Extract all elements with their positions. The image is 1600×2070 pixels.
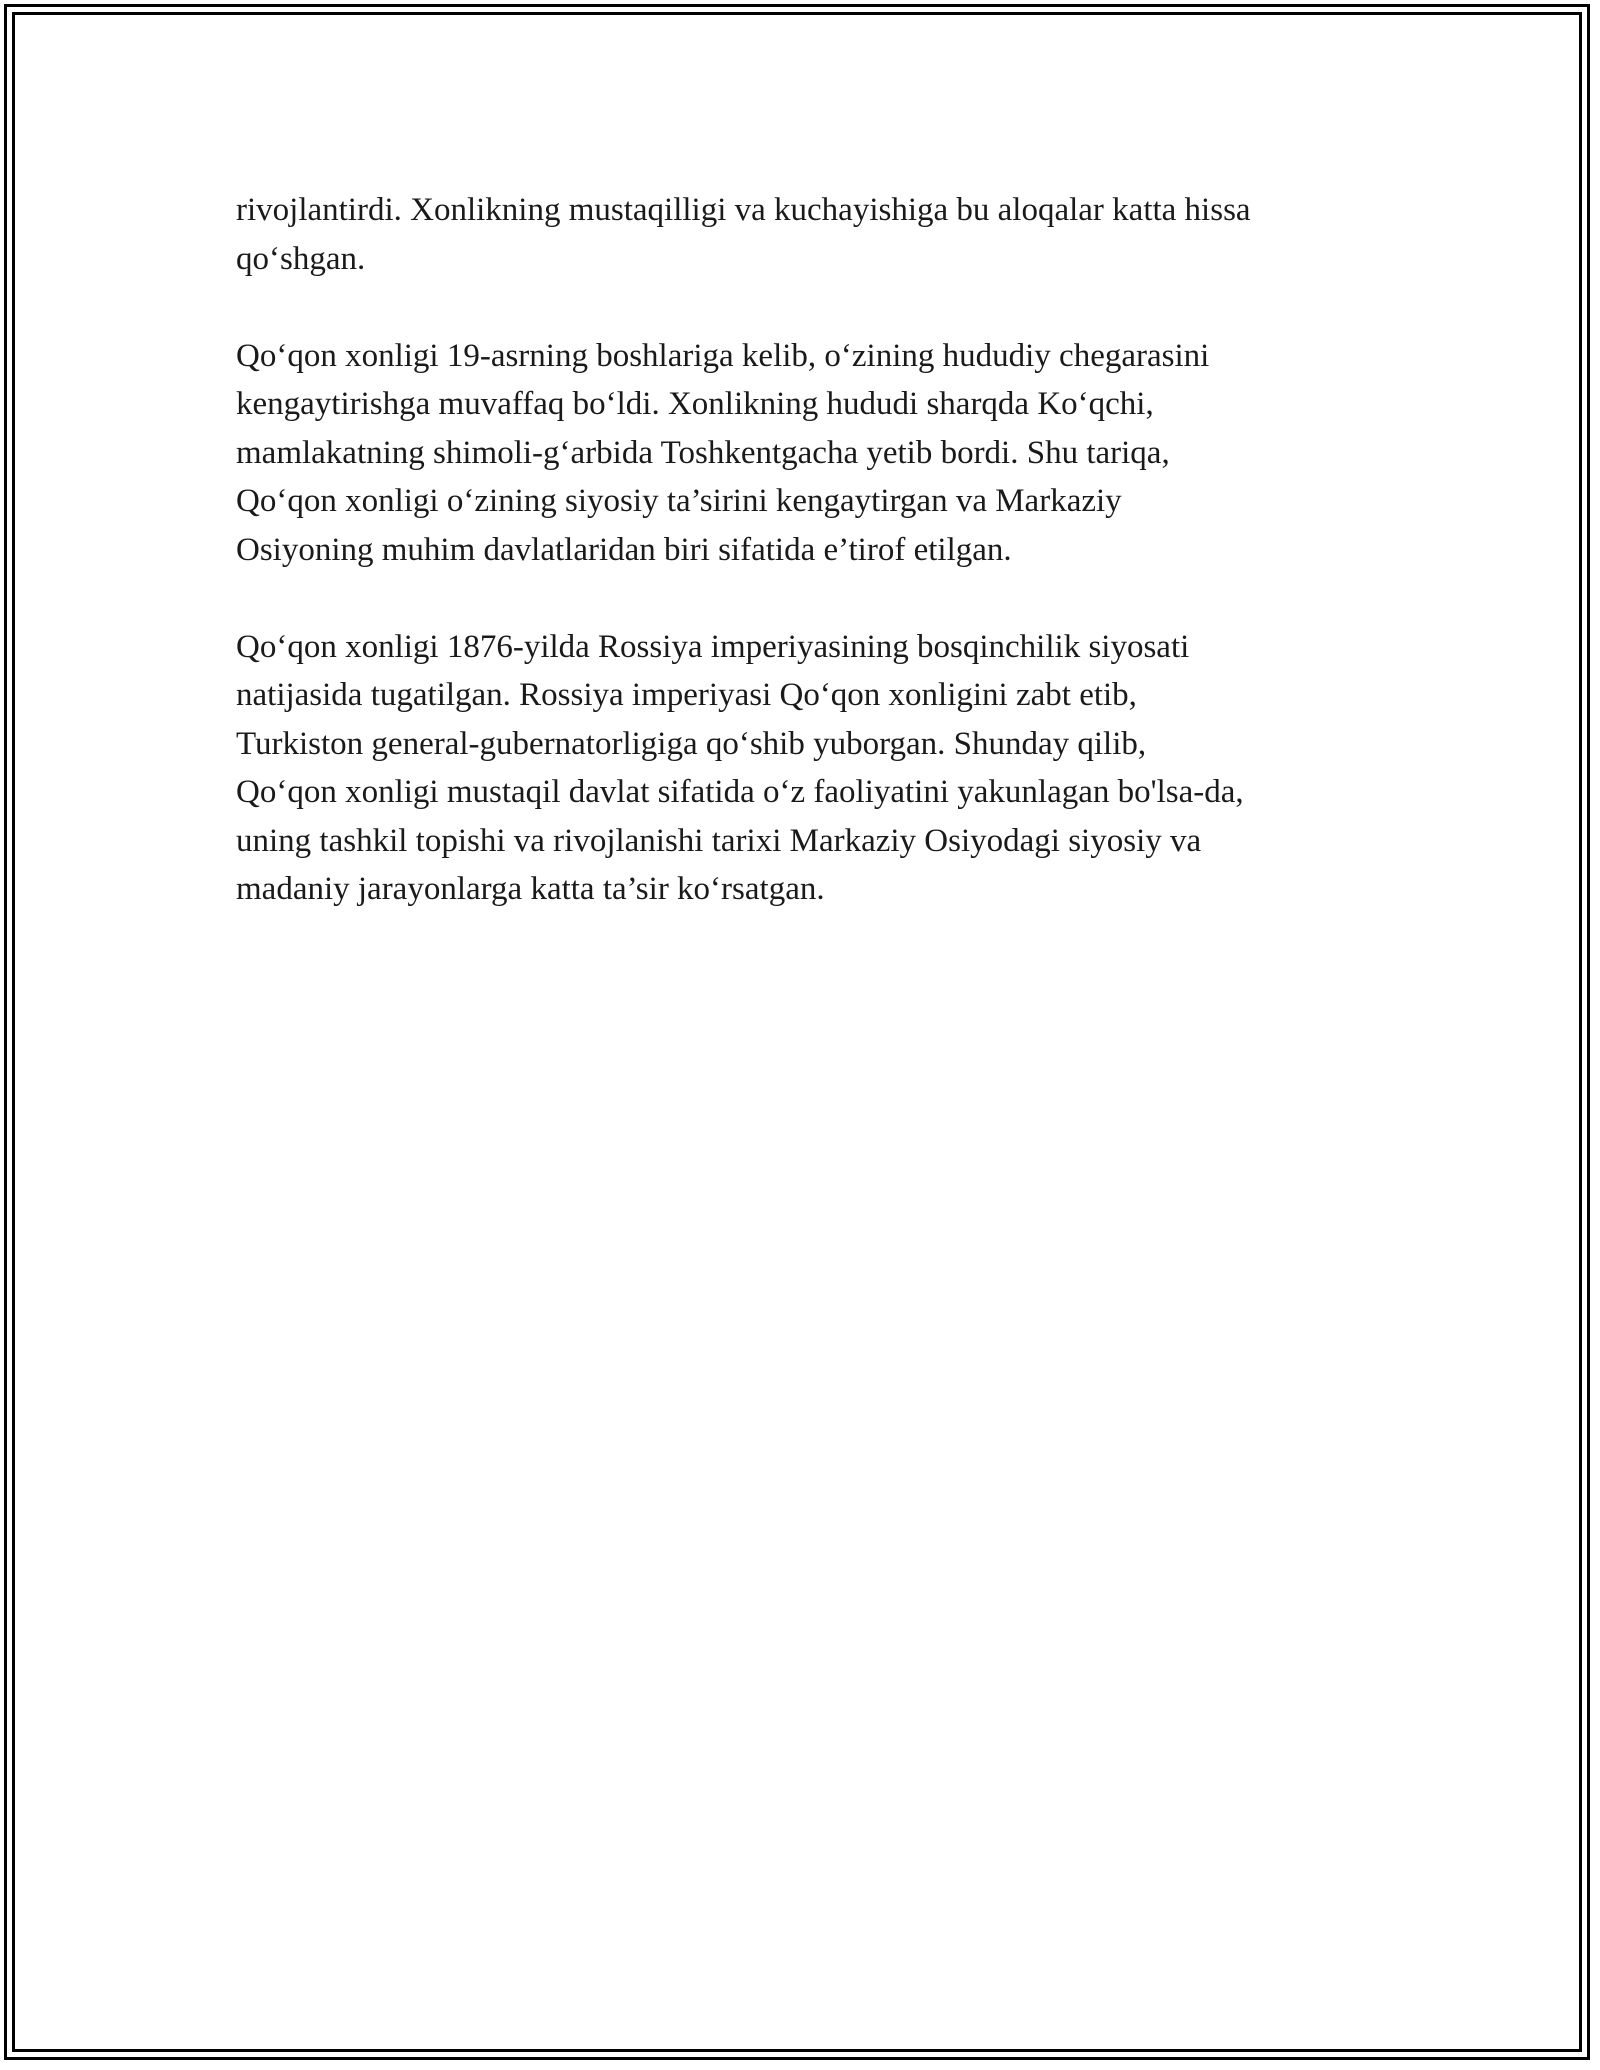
text-line: qo‘shgan.	[236, 240, 366, 277]
text-line: mamlakatning shimoli-g‘arbida Toshkentgacha yetib bordi. Shu tariqa,	[236, 434, 1170, 471]
text-line: Qo‘qon xonligi o‘zining siyosiy ta’sirini kengaytirgan va Markaziy	[236, 483, 1122, 519]
text-line: Qo‘qon xonligi mustaqil davlat sifatida o‘z faoliyatini yakunlagan bo'lsa-da,	[236, 774, 1244, 810]
paragraph-1	[236, 186, 1396, 283]
paragraph-3	[236, 623, 1396, 914]
text-line: uning tashkil topishi va rivojlanishi tarixi Markaziy Osiyodagi siyosiy va	[236, 822, 1202, 859]
text-line: madaniy jarayonlarga katta ta’sir ko‘rsatgan.	[236, 871, 825, 907]
text-line: Osiyoning muhim davlatlaridan biri sifatida e’tirof etilgan.	[236, 531, 1012, 568]
text-line: Qo‘qon xonligi 19-asrning boshlariga kelib, o‘zining hududiy chegarasini	[236, 337, 1210, 374]
text-line: Qo‘qon xonligi 1876-yilda Rossiya imperiyasining bosqinchilik siyosati	[236, 628, 1190, 665]
text-line: Turkiston general-gubernatorligiga qo‘shib yuborgan. Shunday qilib,	[236, 725, 1147, 762]
text-line: kengaytirishga muvaffaq bo‘ldi. Xonlikning hududi sharqda Ko‘qchi,	[236, 386, 1154, 422]
text-line: rivojlantirdi. Xonlikning mustaqilligi va kuchayishiga bu aloqalar katta hissa	[236, 192, 1251, 228]
paragraph-2	[236, 332, 1396, 575]
text-line: natijasida tugatilgan. Rossiya imperiyasi Qo‘qon xonligini zabt etib,	[236, 677, 1137, 713]
document-body	[236, 186, 1396, 962]
